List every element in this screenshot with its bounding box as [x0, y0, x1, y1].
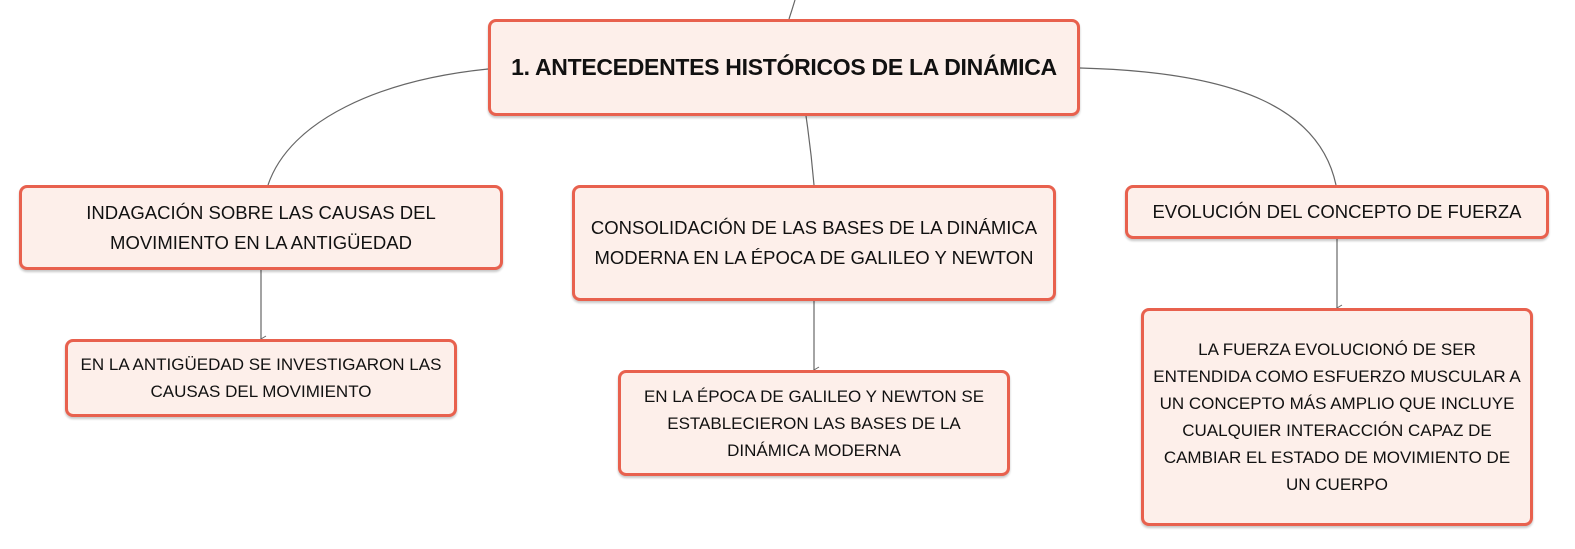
branch-node-label: EVOLUCIÓN DEL CONCEPTO DE FUERZA [1152, 201, 1522, 222]
detail-node-antiquity[interactable] [65, 339, 457, 417]
connector-incoming-root [789, 0, 795, 19]
branch-node-antiquity[interactable] [19, 185, 503, 270]
branch-node-force-concept[interactable] [1125, 185, 1549, 239]
connector-root-to-left [268, 69, 488, 185]
connector-root-to-right [1080, 68, 1336, 185]
detail-node-label: LA FUERZA EVOLUCIONÓ DE SER ENTENDIDA COMO ESFUERZO MUSCULAR A UN CONCEPTO MÁS AMPLIO QUE INCLUYE CUALQUIER INTERACCIÓN CAPAZ DE CAMBIAR EL ESTADO DE MOVIMIENTO DE UN CUERPO [1153, 340, 1521, 494]
detail-node-force-concept[interactable] [1141, 308, 1533, 526]
branch-node-label: CONSOLIDACIÓN DE LAS BASES DE LA DINÁMICA MODERNA EN LA ÉPOCA DE GALILEO Y NEWTON [590, 217, 1038, 268]
detail-node-label: EN LA ÉPOCA DE GALILEO Y NEWTON SE ESTABLECIERON LAS BASES DE LA DINÁMICA MODERNA [643, 386, 985, 460]
detail-node-label: EN LA ANTIGÜEDAD SE INVESTIGARON LAS CAUSAS DEL MOVIMIENTO [80, 355, 442, 401]
root-node-label: 1. ANTECEDENTES HISTÓRICOS DE LA DINÁMICA [511, 54, 1057, 80]
detail-node-galileo-newton[interactable] [618, 370, 1010, 476]
connector-root-to-center [806, 116, 814, 185]
branch-node-label: INDAGACIÓN SOBRE LAS CAUSAS DEL MOVIMIENTO EN LA ANTIGÜEDAD [86, 201, 436, 253]
root-node[interactable] [488, 19, 1080, 116]
branch-node-galileo-newton[interactable] [572, 185, 1056, 301]
